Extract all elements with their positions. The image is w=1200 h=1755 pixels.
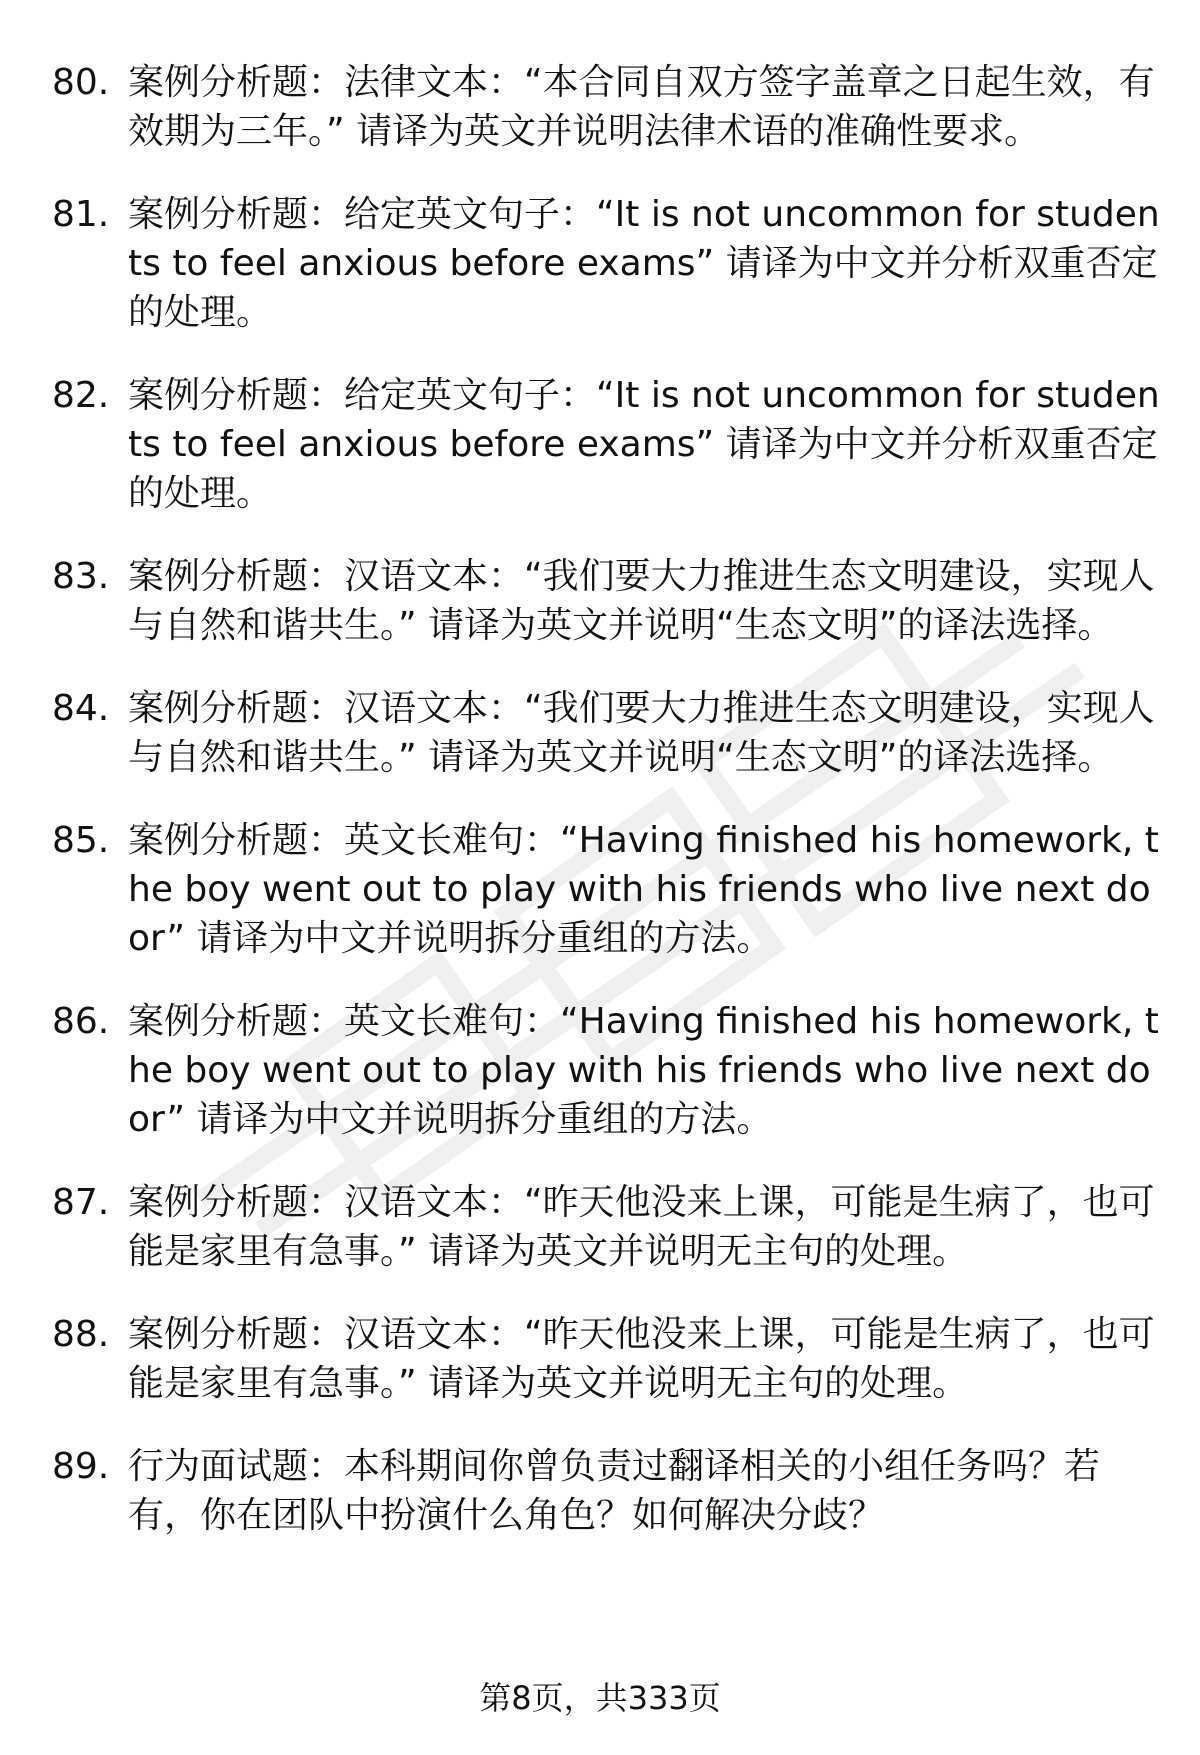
question-item (52, 58, 1162, 156)
question-number: 87. (52, 1182, 110, 1223)
question-number: 89. (52, 1446, 110, 1487)
question-text: 案例分析题：汉语文本：“昨天他没来上课，可能是生病了，也可能是家里有急事。” 请译为英文并说明无主句的处理。 (128, 1182, 1155, 1272)
question-number: 80. (52, 62, 110, 103)
question-item (52, 1178, 1162, 1276)
question-item (52, 684, 1162, 782)
question-number: 84. (52, 688, 110, 729)
question-item (52, 816, 1162, 963)
question-number: 82. (52, 375, 110, 416)
page-footer: 第8页，共333页 (479, 1679, 721, 1717)
question-number: 83. (52, 556, 110, 597)
question-item (52, 997, 1162, 1144)
question-text: 案例分析题：法律文本：“本合同自双方签字盖章之日起生效，有效期为三年。” 请译为英文并说明法律术语的准确性要求。 (128, 62, 1155, 152)
question-item (52, 1442, 1162, 1540)
question-text: 案例分析题：给定英文句子：“It is not uncommon for students to feel anxious before exams” 请译为中文并分析双重否定的处理。 (128, 194, 1160, 333)
question-item (52, 190, 1162, 337)
question-text: 案例分析题：给定英文句子：“It is not uncommon for students to feel anxious before exams” 请译为中文并分析双重否定的处理。 (128, 375, 1160, 514)
question-item (52, 371, 1162, 518)
question-number: 88. (52, 1314, 110, 1355)
question-number: 86. (52, 1001, 110, 1042)
question-text: 案例分析题：汉语文本：“我们要大力推进生态文明建设，实现人与自然和谐共生。” 请译为英文并说明“生态文明”的译法选择。 (128, 556, 1155, 646)
question-text: 行为面试题：本科期间你曾负责过翻译相关的小组任务吗？若有，你在团队中扮演什么角色？如何解决分歧？ (128, 1446, 1101, 1536)
question-list (52, 58, 1162, 1574)
question-text: 案例分析题：英文长难句：“Having finished his homework, the boy went out to play with his friends who live next door” 请译为中文并说明拆分重组的方法。 (128, 820, 1159, 959)
question-text: 案例分析题：汉语文本：“昨天他没来上课，可能是生病了，也可能是家里有急事。” 请译为英文并说明无主句的处理。 (128, 1314, 1155, 1404)
question-item (52, 1310, 1162, 1408)
question-number: 85. (52, 820, 110, 861)
question-item (52, 552, 1162, 650)
question-text: 案例分析题：汉语文本：“我们要大力推进生态文明建设，实现人与自然和谐共生。” 请译为英文并说明“生态文明”的译法选择。 (128, 688, 1155, 778)
question-number: 81. (52, 194, 110, 235)
question-text: 案例分析题：英文长难句：“Having finished his homework, the boy went out to play with his friends who live next door” 请译为中文并说明拆分重组的方法。 (128, 1001, 1159, 1140)
